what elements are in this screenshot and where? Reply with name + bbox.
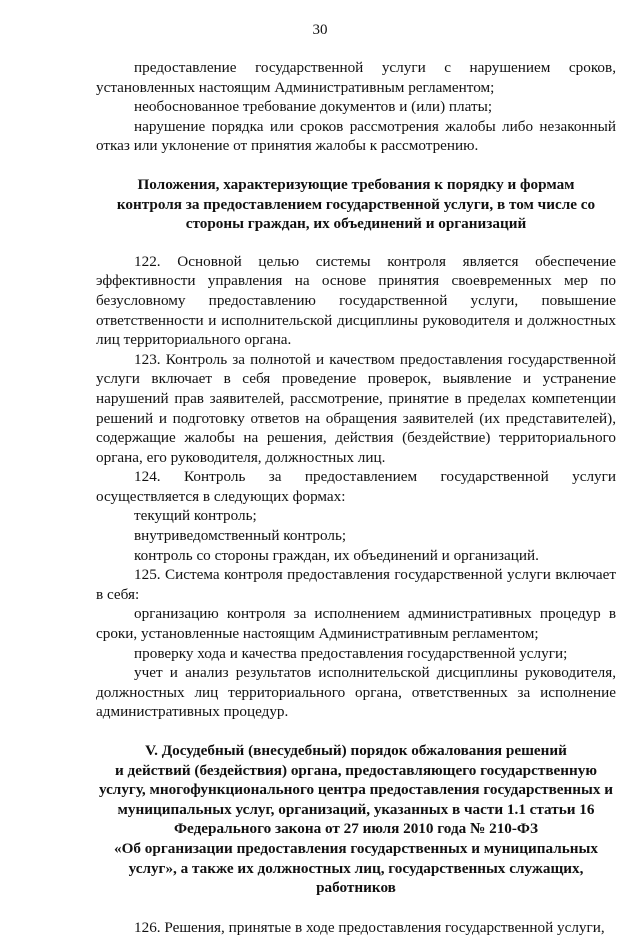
- section-heading-appeal-line-5: Федерального закона от 27 июля 2010 года № 210-ФЗ: [174, 820, 538, 838]
- section-heading-appeal-line-6: «Об организации предоставления государственных и муниципальных: [114, 839, 598, 857]
- section-heading-control-line-2: контроля за предоставлением государственной услуги, в том числе со: [116, 195, 596, 213]
- list-item-current-control: текущий контроль;: [134, 507, 257, 525]
- list-item-internal-control: внутриведомственный контроль;: [134, 527, 347, 545]
- paragraph-violation-deadlines: предоставление государственной услуги с нарушением сроков, установленных настоящим Административным регламентом;: [96, 59, 616, 96]
- section-heading-appeal-line-8: работников: [316, 879, 396, 897]
- section-heading-appeal-line-3: услугу, многофункционального центра предоставления государственных и: [98, 781, 614, 799]
- paragraph-unjustified-demand: необоснованное требование документов и (или) платы;: [134, 98, 493, 116]
- page-content: [96, 58, 616, 937]
- paragraph-124: 124. Контроль за предоставлением государственной услуги осуществляется в следующих формах:: [96, 468, 616, 505]
- paragraph-123: 123. Контроль за полнотой и качеством предоставления государственной услуги включает в себя проведение проверок, выявление и устранение нарушений прав заявителей, рассмотрение, принятие в пределах компетенции решений и подготовку ответов на обращения заявителей (их представителей), содержащие жалобы на решения, действия (бездействие) территориального органа, его руководителя, должностных лиц.: [96, 350, 616, 466]
- section-heading-appeal-line-7: услуг», а также их должностных лиц, государственных служащих,: [128, 859, 584, 877]
- section-heading-appeal-line-4: муниципальных услуг, организаций, указанных в части 1.1 статьи 16: [117, 800, 595, 818]
- list-item-quality-check: проверку хода и качества предоставления государственной услуги;: [134, 644, 568, 662]
- section-heading-appeal-line-1: V. Досудебный (внесудебный) порядок обжалования решений: [145, 742, 567, 759]
- paragraph-122: 122. Основной целью системы контроля является обеспечение эффективности управления на основе принятия своевременных мер по безусловному предоставлению государственной услуги, повышение ответственности и исполнительской дисциплины руководителя и должностных лиц территориального органа.: [96, 252, 616, 349]
- page-number: 30: [312, 22, 328, 38]
- section-heading-control-line-3: стороны граждан, их объединений и организаций: [185, 215, 527, 233]
- paragraph-125: 125. Система контроля предоставления государственной услуги включает в себя:: [96, 566, 616, 603]
- paragraph-126: 126. Решения, принятые в ходе предоставления государственной услуги,: [134, 918, 605, 936]
- section-heading-control-line-1: Положения, характеризующие требования к порядку и формам: [137, 175, 575, 193]
- list-item-public-control: контроль со стороны граждан, их объединений и организаций.: [134, 546, 539, 564]
- paragraph-complaint-procedure-violation: нарушение порядка или сроков рассмотрения жалобы либо незаконный отказ или уклонение от принятия жалобы к рассмотрению.: [96, 117, 616, 155]
- list-item-discipline-analysis: учет и анализ результатов исполнительской дисциплины руководителя, должностных лиц территориального органа, ответственных за исполнение административных процедур.: [96, 664, 616, 721]
- list-item-organization-of-control: организацию контроля за исполнением административных процедур в сроки, установленные настоящим Административным регламентом;: [96, 605, 616, 643]
- section-heading-appeal-line-2: и действий (бездействия) органа, предоставляющего государственную: [115, 761, 597, 779]
